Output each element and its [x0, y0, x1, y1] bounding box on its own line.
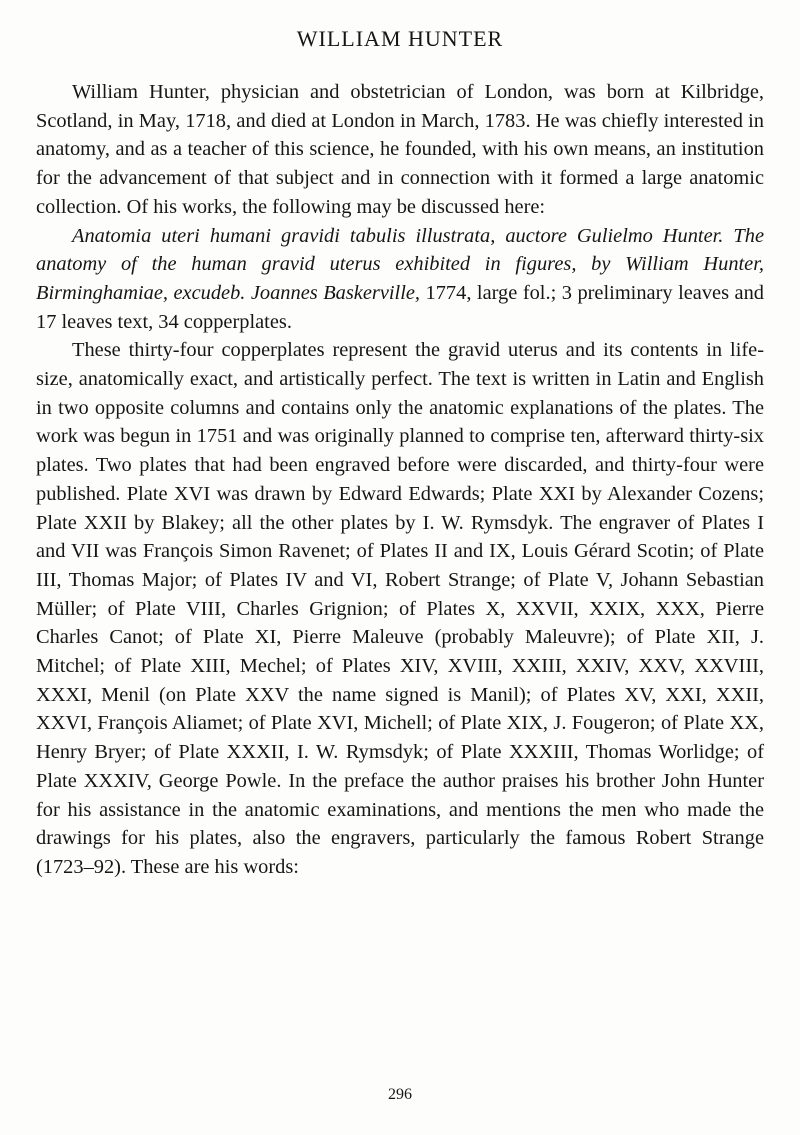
description-paragraph: These thirty-four copperplates represent the gravid uterus and its contents in life-size, anatomically exact, and artistically perfect. The text is written in Latin and English in two opposite columns and contains only the anatomic explanations of the plates. The work was begun in 1751 and was originally planned to comprise ten, afterward thirty-six plates. Two plates that had been engraved before were discarded, and thirty-four were published. Plate XVI was drawn by Edward Edwards; Plate XXI by Alexander Cozens; Plate XXII by Blakey; all the other plates by I. W. Rymsdyk. The engraver of Plates I and VII was François Simon Ravenet; of Plates II and IX, Louis Gérard Scotin; of Plate III, Thomas Major; of Plates IV and VI, Robert Strange; of Plate V, Johann Sebastian Müller; of Plate VIII, Charles Grignion; of Plates X, XXVII, XXIX, XXX, Pierre Charles Canot; of Plate XI, Pierre Maleuve (probably Maleuvre); of Plate XII, J. Mitchel; of Plate XIII, Mechel; of Plates XIV, XVIII, XXIII, XXIV, XXV, XXVIII, XXXI, Menil (on Plate XXV the name signed is Manil); of Plates XV, XXI, XXII, XXVI, François Aliamet; of Plate XVI, Michell; of Plate XIX, J. Fougeron; of Plate XX, Henry Bryer; of Plate XXXII, I. W. Rymsdyk; of Plate XXXIII, Thomas Worlidge; of Plate XXXIV, George Powle. In the preface the author praises his brother John Hunter for his assistance in the anatomic examinations, and mentions the men who made the drawings for his plates, also the engravers, particularly the famous Robert Strange (1723–92). These are his words:	[36, 339, 764, 878]
citation-paragraph	[36, 222, 764, 337]
intro-paragraph: William Hunter, physician and obstetrician of London, was born at Kilbridge, Scotland, in May, 1718, and died at London in March, 1783. He was chiefly interested in anatomy, and as a teacher of this science, he founded, with his own means, an institution for the advancement of that subject and in connection with it formed a large anatomic collection. Of his works, the following may be discussed here:	[36, 81, 764, 218]
citation-title: Anatomia uteri humani gravidi tabulis illustrata, auctore Gulielmo Hunter. The anatomy of the human gravid uterus exhibited in figures, by William Hunter, Birminghamiae, excudeb. Joannes Baskerville,	[36, 224, 764, 304]
body-text	[36, 78, 764, 882]
page-number: 296	[388, 1086, 412, 1103]
running-head: WILLIAM HUNTER	[296, 26, 504, 51]
citation-details: 1774, large fol.; 3 preliminary leaves and 17 leaves text, 34 copperplates.	[36, 281, 764, 333]
